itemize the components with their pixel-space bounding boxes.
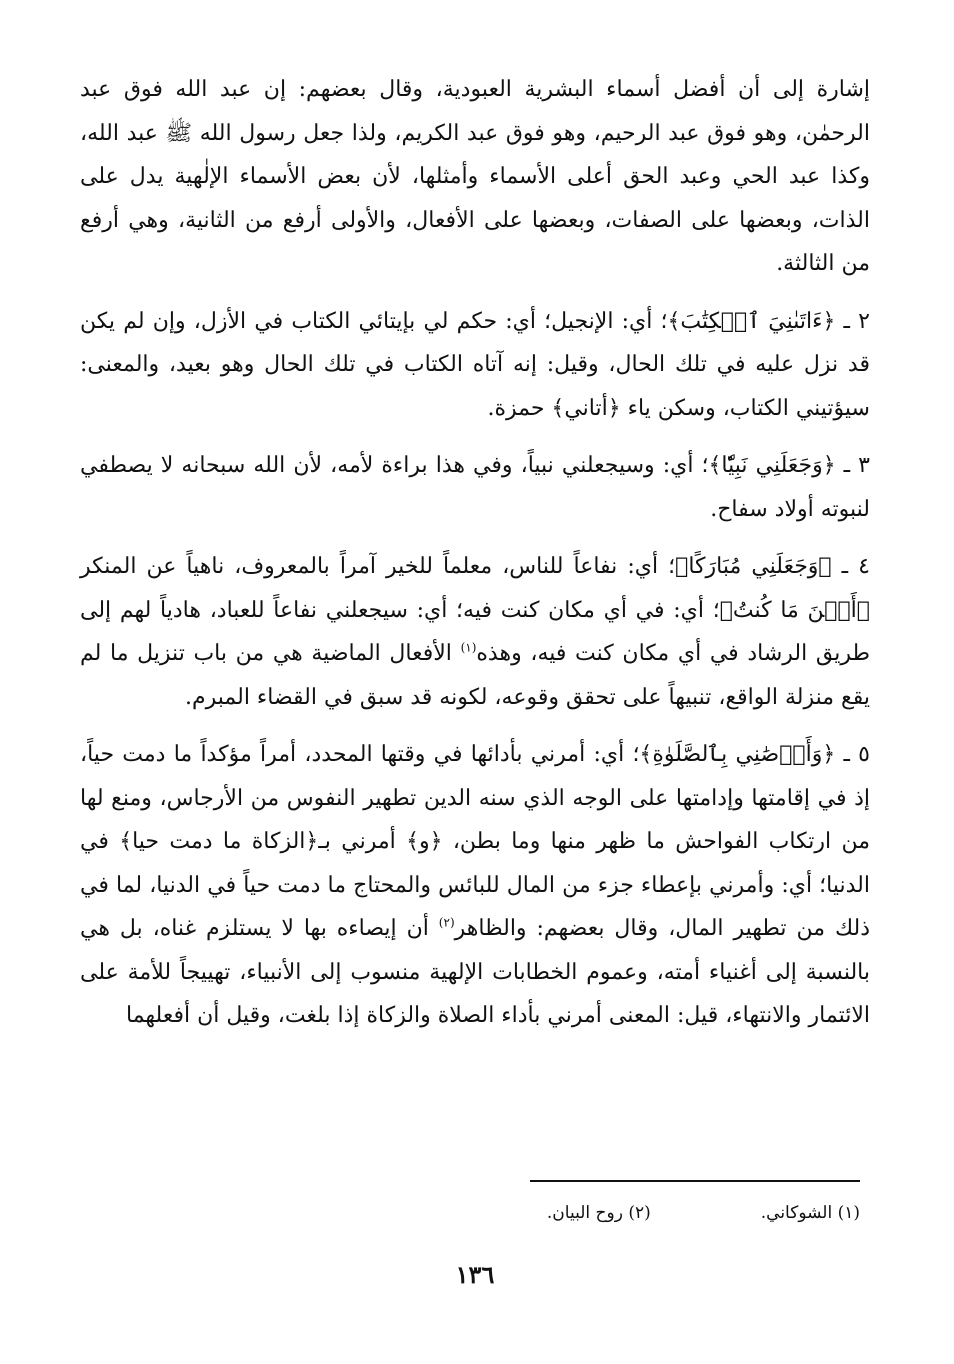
footnote-1: (١) الشوكاني. — [760, 1203, 860, 1223]
footnote-2: (٢) روح البيان. — [546, 1203, 651, 1223]
paragraph-verse-4-text-a: ٤ ـ ﴿وَجَعَلَنِي مُبَارَكًا﴾؛ أي: نفاعاً للناس، معلماً للخير آمراً بالمعروف، ناهياً عن المنكر ﴿أَيۡنَ مَا كُنتُ﴾؛ أي: في أي مكان كنت فيه؛ أي: سيجعلني نفاعاً للعباد، هادياً لهم إلى طريق الرشاد في أي مكان كنت فيه، وهذه — [80, 554, 870, 666]
paragraph-verse-3: ٣ ـ ﴿وَجَعَلَنِي نَبِيّٗا﴾؛ أي: وسيجعلني نبياً، وفي هذا براءة لأمه، لأن الله سبحانه لا يصطفي لنبوته أولاد سفاح. — [80, 453, 870, 522]
paragraph-verse-5 — [80, 733, 870, 1038]
paragraph-verse-5-text-b: أن إيصاءه بها لا يستلزم غناه، بل هي بالنسبة إلى أغنياء أمته، وعموم الخطابات الإلهية منسوب إلى الأنبياء، تهييجاً للأمة على الائتمار والانتهاء، قيل: المعنى أمرني بأداء الصلاة والزكاة إذا بلغت، وقيل أن أفعلهما — [80, 916, 870, 1028]
paragraph-verse-4-text-b: الأفعال الماضية هي من باب تنزيل ما لم يقع منزلة الواقع، تنبيهاً على تحقق وقوعه، لكونه قد سبق في القضاء المبرم. — [80, 641, 870, 710]
book-page — [80, 68, 870, 1308]
page-number: ١٣٦ — [455, 1260, 495, 1289]
paragraph-verse-5-text-a: ٥ ـ ﴿وَأَوۡصَٰنِي بِٱلصَّلَوٰةِ﴾؛ أي: أمرني بأدائها في وقتها المحدد، أمراً مؤكداً ما دمت حياً، إذ في إقامتها وإدامتها على الوجه الذي سنه الدين تطهير النفوس من الأرجاس، ومنع لها من ارتكاب الفواحش ما ظهر منها وما بطن، ﴿و﴾ أمرني بـ﴿الزكاة ما دمت حيا﴾ في الدنيا؛ أي: وأمرني بإعطاء جزء من المال للبائس والمحتاج ما دمت حياً في الدنيا، لما في ذلك من تطهير المال، وقال بعضهم: والظاهر — [80, 742, 870, 941]
footnotes — [160, 1200, 860, 1226]
footnote-ref-2[interactable]: (٢) — [438, 915, 455, 930]
paragraph-verse-2: ٢ ـ ﴿ءَاتَىٰنِيَ ٱلۡكِتَٰبَ﴾؛ أي: الإنجيل؛ أي: حكم لي بإيتائي الكتاب في الأزل، وإن لم يكن قد نزل عليه في تلك الحال، وقيل: إنه آتاه الكتاب في تلك الحال وهو بعيد، والمعنى: سيؤتيني الكتاب، وسكن ياء ﴿أتاني﴾ حمزة. — [80, 308, 870, 421]
footnote-divider — [530, 1180, 860, 1182]
paragraph-intro: إشارة إلى أن أفضل أسماء البشرية العبودية، وقال بعضهم: إن عبد الله فوق عبد الرحمٰن، وهو فوق عبد الرحيم، وهو فوق عبد الكريم، ولذا جعل رسول الله ﷺ عبد الله، وكذا عبد الحي وعبد الحق أعلى الأسماء وأمثلها، لأن بعض الأسماء الإلٰهية يدل على الذات، وبعضها على الصفات، وبعضها على الأفعال، والأولى أرفع من الثانية، وهي أرفع من الثالثة. — [80, 77, 870, 276]
footnote-ref-1[interactable]: (١) — [460, 640, 477, 655]
paragraph-verse-4 — [80, 545, 870, 719]
